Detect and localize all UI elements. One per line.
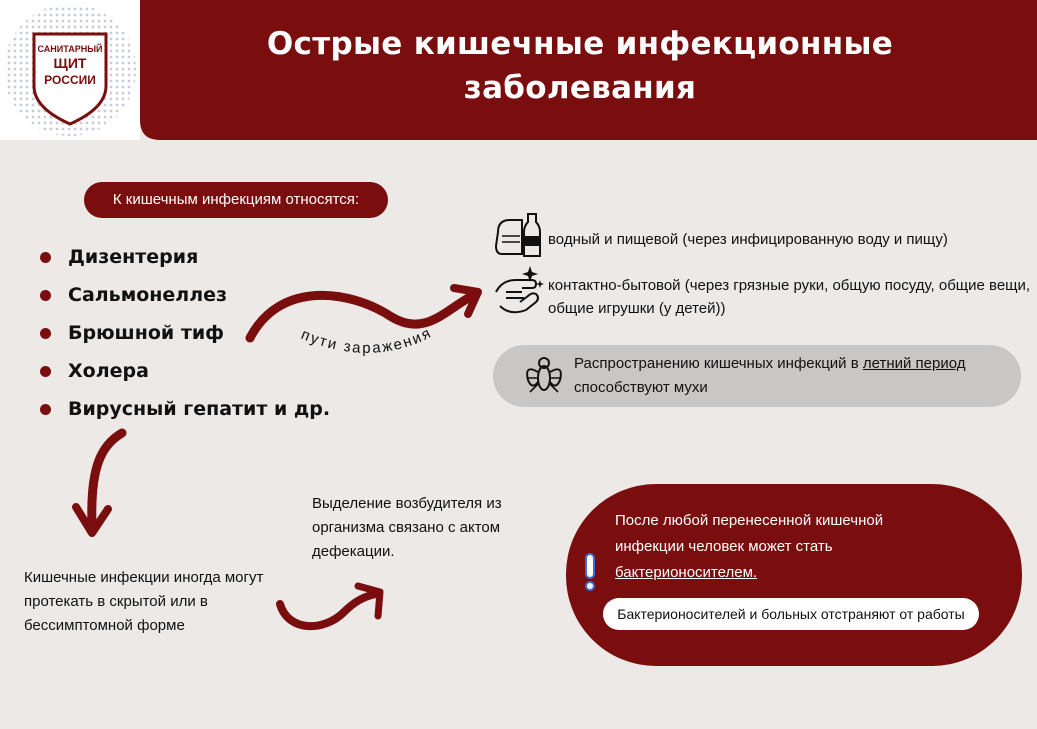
food-drink-icon bbox=[492, 210, 542, 258]
logo-text-2: ЩИТ bbox=[53, 55, 87, 71]
disease-label: Дизентерия bbox=[68, 246, 199, 268]
excretion-line2: организма связано с актом bbox=[312, 519, 501, 536]
hands-washing-icon bbox=[492, 262, 544, 320]
carrier-line2: инфекции человек может стать bbox=[615, 538, 833, 555]
routes-arrow bbox=[240, 280, 490, 380]
infections-heading: К кишечным инфекциям относятся: bbox=[84, 182, 388, 218]
excretion-line3: дефекации. bbox=[312, 543, 395, 560]
page-title bbox=[240, 22, 920, 110]
bullet-icon bbox=[40, 290, 51, 301]
small-arrow bbox=[274, 580, 392, 640]
fly-note-text bbox=[574, 352, 966, 400]
logo bbox=[0, 0, 140, 140]
carrier-line1: После любой перенесенной кишечной bbox=[615, 512, 884, 529]
carrier-pill: Бактерионосителей и больных отстраняют от работы bbox=[603, 598, 979, 630]
excretion-line1: Выделение возбудителя из bbox=[312, 495, 502, 512]
disease-label: Брюшной тиф bbox=[68, 322, 225, 344]
logo-text-3: РОССИИ bbox=[44, 73, 96, 87]
bullet-icon bbox=[40, 252, 51, 263]
fly-note-line2: способствуют мухи bbox=[574, 379, 708, 396]
hidden-form-line3: бессимптомной форме bbox=[24, 617, 185, 634]
disease-label: Сальмонеллез bbox=[68, 284, 228, 306]
carrier-text bbox=[615, 508, 958, 586]
route-contact-text bbox=[548, 276, 1030, 319]
page-title-line2: заболевания bbox=[463, 70, 697, 106]
excretion-note bbox=[312, 492, 502, 564]
fly-note-underlined: летний период bbox=[862, 355, 966, 372]
disease-label: Холера bbox=[68, 360, 149, 382]
carrier-line3: бактерионосителем. bbox=[615, 564, 758, 581]
hidden-form-line2: протекать в скрытой или в bbox=[24, 593, 208, 610]
hidden-form-note bbox=[24, 566, 263, 638]
routes-curve-label: пути заражения bbox=[298, 324, 436, 357]
route-contact-line1: контактно-бытовой (через грязные руки, общую посуду, общие вещи, bbox=[548, 277, 1031, 294]
hidden-form-line1: Кишечные инфекции иногда могут bbox=[24, 569, 264, 586]
fly-note-text-before: Распространению кишечных инфекций в bbox=[574, 355, 863, 372]
page-title-line1: Острые кишечные инфекционные bbox=[266, 26, 894, 62]
logo-text-1: САНИТАРНЫЙ bbox=[37, 44, 103, 54]
route-food-text: водный и пищевой (через инфицированную воду и пищу) bbox=[548, 231, 948, 248]
fly-note-line1 bbox=[574, 352, 966, 376]
route-contact-line2: общие игрушки (у детей)) bbox=[548, 300, 726, 317]
bullet-icon bbox=[40, 404, 51, 415]
logo-panel bbox=[0, 0, 140, 140]
down-arrow bbox=[62, 425, 142, 545]
bullet-icon bbox=[40, 328, 51, 339]
bullet-icon bbox=[40, 366, 51, 377]
fly-icon bbox=[524, 354, 564, 396]
list-item bbox=[38, 240, 330, 278]
disease-label: Вирусный гепатит и др. bbox=[68, 398, 331, 420]
exclamation-icon bbox=[580, 552, 600, 592]
